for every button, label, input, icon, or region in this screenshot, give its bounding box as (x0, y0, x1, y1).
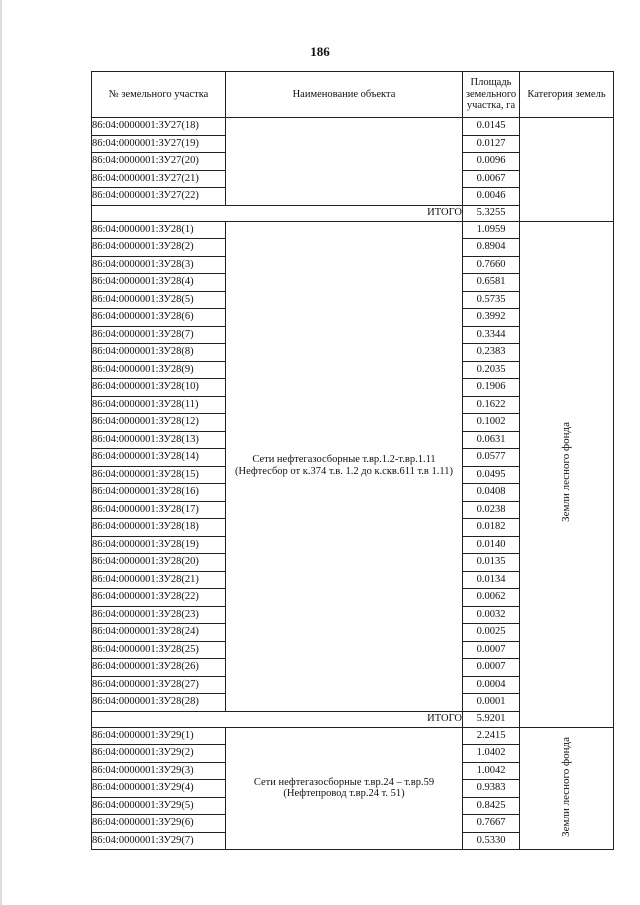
parcel-number: 86:04:0000001:ЗУ27(21) (92, 170, 226, 188)
parcel-number: 86:04:0000001:ЗУ29(3) (92, 762, 226, 780)
parcel-area: 0.0096 (463, 153, 520, 171)
parcel-number: 86:04:0000001:ЗУ27(20) (92, 153, 226, 171)
parcel-area: 1.0042 (463, 762, 520, 780)
parcel-area: 0.1002 (463, 414, 520, 432)
parcel-area: 0.0046 (463, 188, 520, 206)
parcel-number: 86:04:0000001:ЗУ28(24) (92, 624, 226, 642)
parcel-number: 86:04:0000001:ЗУ28(4) (92, 274, 226, 292)
total-area: 5.9201 (463, 711, 520, 727)
parcel-number: 86:04:0000001:ЗУ28(2) (92, 239, 226, 257)
object-name (226, 118, 463, 206)
parcel-number: 86:04:0000001:ЗУ28(3) (92, 256, 226, 274)
parcel-number: 86:04:0000001:ЗУ28(17) (92, 501, 226, 519)
land-category (520, 727, 614, 850)
parcel-area: 0.2383 (463, 344, 520, 362)
parcel-number: 86:04:0000001:ЗУ29(1) (92, 727, 226, 745)
parcel-area: 0.5735 (463, 291, 520, 309)
land-category (520, 221, 614, 727)
parcel-area: 0.3344 (463, 326, 520, 344)
parcel-area: 0.0007 (463, 659, 520, 677)
parcel-number: 86:04:0000001:ЗУ29(4) (92, 780, 226, 798)
parcel-area: 0.0495 (463, 466, 520, 484)
parcel-area: 0.0007 (463, 641, 520, 659)
table-row (92, 221, 614, 239)
parcel-area: 0.7660 (463, 256, 520, 274)
land-parcel-table (91, 71, 614, 850)
parcel-number: 86:04:0000001:ЗУ28(9) (92, 361, 226, 379)
header-land-category: Категория земель (520, 72, 614, 118)
table-row (92, 118, 614, 136)
parcel-number: 86:04:0000001:ЗУ27(18) (92, 118, 226, 136)
header-parcel-number: № земельного участка (92, 72, 226, 118)
parcel-number: 86:04:0000001:ЗУ28(8) (92, 344, 226, 362)
parcel-area: 0.0408 (463, 484, 520, 502)
land-category-label: Земли лесного фонда (560, 736, 573, 837)
land-category-label: Земли лесного фонда (560, 422, 573, 523)
object-name: Сети нефтегазосборные т.вр.1.2-т.вр.1.11 (Нефтесбор от к.374 т.в. 1.2 до к.скв.611 т.в 1.11) (226, 221, 463, 711)
parcel-area: 0.9383 (463, 780, 520, 798)
parcel-number: 86:04:0000001:ЗУ28(11) (92, 396, 226, 414)
total-area: 5.3255 (463, 205, 520, 221)
parcel-area: 0.0062 (463, 589, 520, 607)
parcel-area: 0.0145 (463, 118, 520, 136)
parcel-area: 0.1622 (463, 396, 520, 414)
parcel-area: 0.8904 (463, 239, 520, 257)
parcel-number: 86:04:0000001:ЗУ29(5) (92, 797, 226, 815)
scan-edge (0, 0, 2, 905)
parcel-number: 86:04:0000001:ЗУ28(5) (92, 291, 226, 309)
parcel-area: 0.0631 (463, 431, 520, 449)
parcel-area: 0.1906 (463, 379, 520, 397)
parcel-area: 0.3992 (463, 309, 520, 327)
parcel-area: 0.0134 (463, 571, 520, 589)
parcel-number: 86:04:0000001:ЗУ29(7) (92, 832, 226, 850)
parcel-number: 86:04:0000001:ЗУ28(22) (92, 589, 226, 607)
parcel-number: 86:04:0000001:ЗУ28(18) (92, 519, 226, 537)
parcel-number: 86:04:0000001:ЗУ28(10) (92, 379, 226, 397)
parcel-number: 86:04:0000001:ЗУ27(19) (92, 135, 226, 153)
parcel-area: 1.0402 (463, 745, 520, 763)
parcel-area: 0.0577 (463, 449, 520, 467)
table-body (92, 118, 614, 850)
parcel-number: 86:04:0000001:ЗУ28(28) (92, 694, 226, 712)
parcel-area: 0.0182 (463, 519, 520, 537)
parcel-number: 86:04:0000001:ЗУ28(27) (92, 676, 226, 694)
parcel-area: 0.0135 (463, 554, 520, 572)
parcel-number: 86:04:0000001:ЗУ27(22) (92, 188, 226, 206)
parcel-area: 2.2415 (463, 727, 520, 745)
table-row (92, 727, 614, 745)
parcel-area: 0.0238 (463, 501, 520, 519)
parcel-number: 86:04:0000001:ЗУ28(20) (92, 554, 226, 572)
parcel-number: 86:04:0000001:ЗУ28(23) (92, 606, 226, 624)
parcel-area: 0.8425 (463, 797, 520, 815)
land-category (520, 118, 614, 222)
parcel-number: 86:04:0000001:ЗУ28(7) (92, 326, 226, 344)
parcel-number: 86:04:0000001:ЗУ28(26) (92, 659, 226, 677)
parcel-number: 86:04:0000001:ЗУ28(19) (92, 536, 226, 554)
parcel-number: 86:04:0000001:ЗУ28(15) (92, 466, 226, 484)
parcel-area: 0.0067 (463, 170, 520, 188)
parcel-area: 0.0004 (463, 676, 520, 694)
object-name: Сети нефтегазосборные т.вр.24 – т.вр.59 (Нефтепровод т.вр.24 т. 51) (226, 727, 463, 850)
parcel-number: 86:04:0000001:ЗУ29(2) (92, 745, 226, 763)
parcel-number: 86:04:0000001:ЗУ28(1) (92, 221, 226, 239)
parcel-area: 0.7667 (463, 815, 520, 833)
total-label: ИТОГО (92, 205, 463, 221)
parcel-area: 0.0127 (463, 135, 520, 153)
parcel-area: 1.0959 (463, 221, 520, 239)
page-number: 186 (310, 44, 330, 59)
parcel-number: 86:04:0000001:ЗУ28(12) (92, 414, 226, 432)
total-label: ИТОГО (92, 711, 463, 727)
parcel-number: 86:04:0000001:ЗУ29(6) (92, 815, 226, 833)
parcel-area: 0.0032 (463, 606, 520, 624)
header-object-name: Наименование объекта (226, 72, 463, 118)
parcel-number: 86:04:0000001:ЗУ28(6) (92, 309, 226, 327)
header-area: Площадь земельного участка, га (463, 72, 520, 118)
parcel-area: 0.0025 (463, 624, 520, 642)
table-header-row (92, 72, 614, 118)
parcel-number: 86:04:0000001:ЗУ28(25) (92, 641, 226, 659)
parcel-area: 0.0140 (463, 536, 520, 554)
parcel-area: 0.6581 (463, 274, 520, 292)
parcel-number: 86:04:0000001:ЗУ28(13) (92, 431, 226, 449)
parcel-area: 0.2035 (463, 361, 520, 379)
parcel-area: 0.5330 (463, 832, 520, 850)
parcel-number: 86:04:0000001:ЗУ28(16) (92, 484, 226, 502)
parcel-number: 86:04:0000001:ЗУ28(21) (92, 571, 226, 589)
parcel-number: 86:04:0000001:ЗУ28(14) (92, 449, 226, 467)
parcel-area: 0.0001 (463, 694, 520, 712)
